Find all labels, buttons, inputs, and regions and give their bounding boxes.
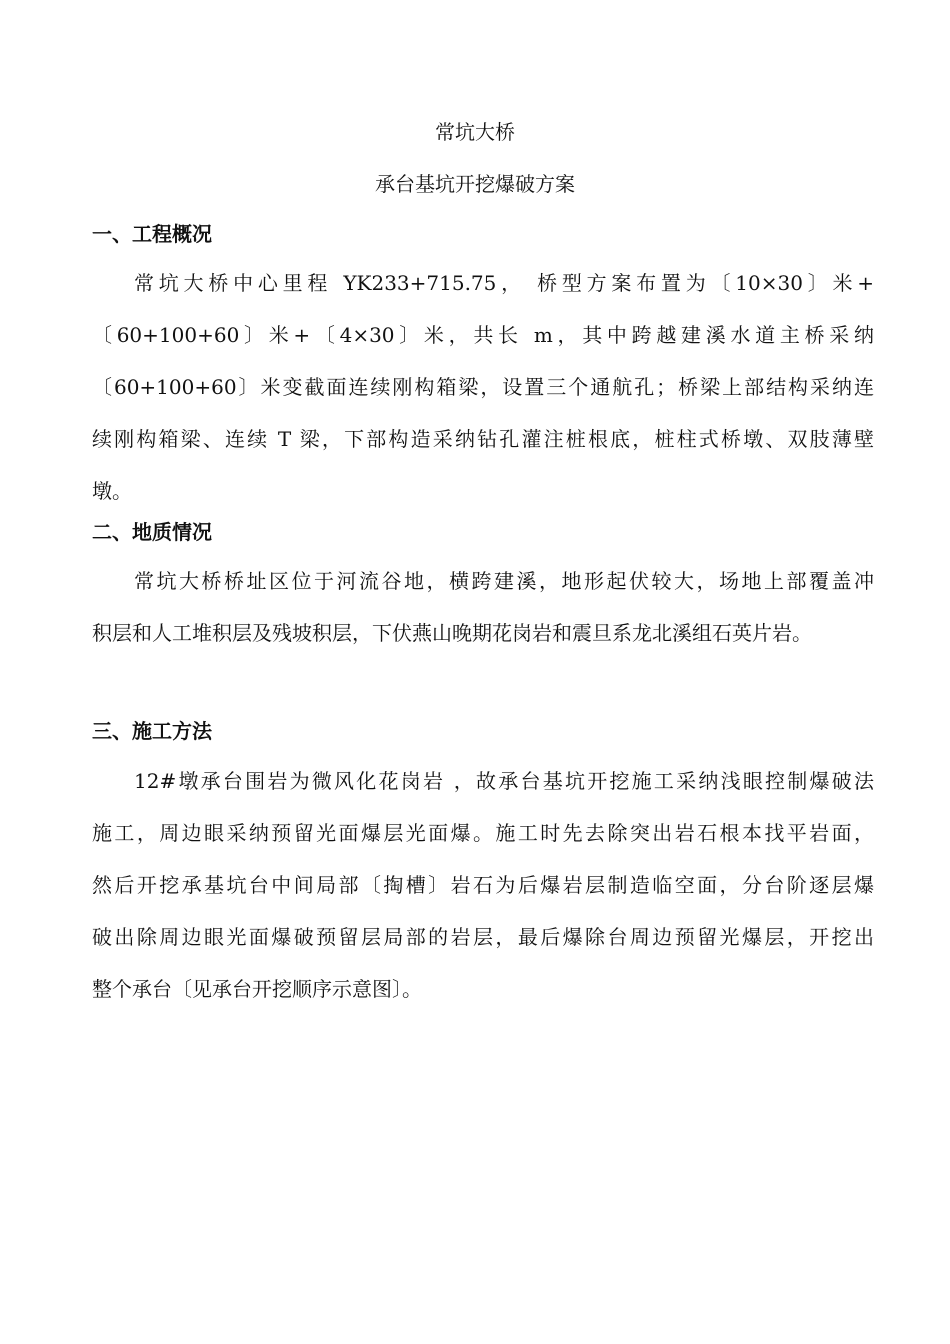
section-paragraph-overview <box>92 257 874 517</box>
paragraph-line: 〔60+100+60〕米变截面连续刚构箱梁，设置三个通航孔；桥梁上部结构采纳连 <box>92 375 874 399</box>
paragraph-line: 〔60+100+60〕米+〔4×30〕米，共长 m，其中跨越建溪水道主桥采纳 <box>92 323 874 347</box>
section-paragraph-method <box>92 755 874 1015</box>
section-heading-geology: 二、地质情况 <box>92 520 212 544</box>
paragraph-line: 然后开挖承基坑台中间局部〔掏槽〕岩石为后爆岩层制造临空面，分台阶逐层爆 <box>92 873 874 897</box>
section-paragraph-geology <box>92 555 874 659</box>
paragraph-line: 整个承台〔见承台开挖顺序示意图〕。 <box>92 977 422 1001</box>
paragraph-line: 积层和人工堆积层及残坡积层，下伏燕山晚期花岗岩和震旦系龙北溪组石英片岩。 <box>92 621 812 645</box>
paragraph-line: 施工，周边眼采纳预留光面爆层光面爆。施工时先去除突出岩石根本找平岩面， <box>92 821 874 845</box>
paragraph-line: 12#墩承台围岩为微风化花岗岩 ，故承台基坑开挖施工采纳浅眼控制爆破法 <box>134 769 874 793</box>
document-subtitle: 承台基坑开挖爆破方案 <box>375 172 575 196</box>
paragraph-line: 常坑大桥中心里程 YK233+715.75， 桥型方案布置为〔10×30〕米+ <box>134 271 874 295</box>
paragraph-line: 续刚构箱梁、连续 T 梁，下部构造采纳钻孔灌注桩根底，桩柱式桥墩、双肢薄壁 <box>92 427 874 451</box>
section-heading-method: 三、施工方法 <box>92 719 212 743</box>
paragraph-line: 常坑大桥桥址区位于河流谷地，横跨建溪，地形起伏较大，场地上部覆盖冲 <box>134 569 874 593</box>
document-title: 常坑大桥 <box>435 120 515 144</box>
paragraph-line: 破出除周边眼光面爆破预留层局部的岩层，最后爆除台周边预留光爆层，开挖出 <box>92 925 874 949</box>
paragraph-line: 墩。 <box>92 479 132 503</box>
section-heading-overview: 一、工程概况 <box>92 222 212 246</box>
